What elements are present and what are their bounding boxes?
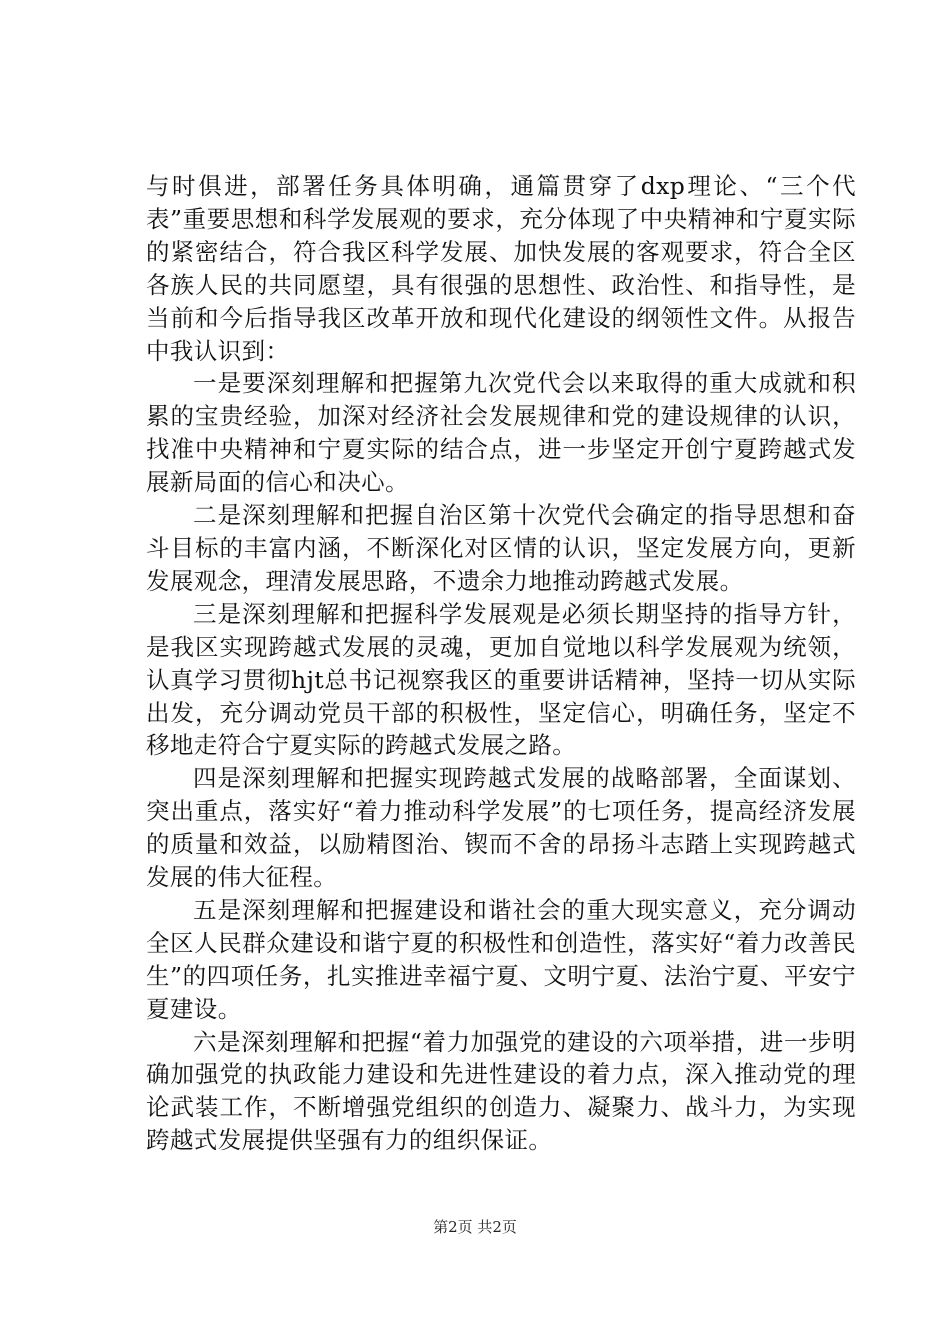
paragraph-point-2: 二是深刻理解和把握自治区第十次党代会确定的指导思想和奋斗目标的丰富内涵，不断深化对区情的认识，坚定发展方向，更新发展观念，理清发展思路，不遗余力地推动跨越式发展。	[146, 501, 856, 595]
page-number-footer: 第2页 共2页	[433, 1218, 517, 1236]
document-body	[146, 170, 856, 1157]
paragraph-point-1: 一是要深刻理解和把握第九次党代会以来取得的重大成就和积累的宝贵经验，加深对经济社会发展规律和党的建设规律的认识，找准中央精神和宁夏实际的结合点，进一步坚定开创宁夏跨越式发展新局面的信心和决心。	[146, 369, 856, 497]
paragraph-point-6: 六是深刻理解和把握“着力加强党的建设的六项举措，进一步明确加强党的执政能力建设和先进性建设的着力点，深入推动党的理论武装工作，不断增强党组织的创造力、凝聚力、战斗力，为实现跨越式发展提供坚强有力的组织保证。	[146, 1027, 856, 1155]
paragraph-point-4: 四是深刻理解和把握实现跨越式发展的战略部署，全面谋划、突出重点，落实好“着力推动科学发展”的七项任务，提高经济发展的质量和效益，以励精图治、锲而不舍的昂扬斗志踏上实现跨越式发展的伟大征程。	[146, 764, 856, 892]
paragraph-point-3: 三是深刻理解和把握科学发展观是必须长期坚持的指导方针，是我区实现跨越式发展的灵魂，更加自觉地以科学发展观为统领，认真学习贯彻hjt总书记视察我区的重要讲话精神，坚持一切从实际出发，充分调动党员干部的积极性，坚定信心，明确任务，坚定不移地走符合宁夏实际的跨越式发展之路。	[146, 599, 856, 760]
paragraph-point-5: 五是深刻理解和把握建设和谐社会的重大现实意义，充分调动全区人民群众建设和谐宁夏的积极性和创造性，落实好“着力改善民生”的四项任务，扎实推进幸福宁夏、文明宁夏、法治宁夏、平安宁夏建设。	[146, 895, 856, 1023]
paragraph-intro: 与时俱进，部署任务具体明确，通篇贯穿了dxp理论、“三个代表”重要思想和科学发展观的要求，充分体现了中央精神和宁夏实际的紧密结合，符合我区科学发展、加快发展的客观要求，符合全区各族人民的共同愿望，具有很强的思想性、政治性、和指导性，是当前和今后指导我区改革开放和现代化建设的纲领性文件。从报告中我认识到：	[146, 172, 856, 365]
